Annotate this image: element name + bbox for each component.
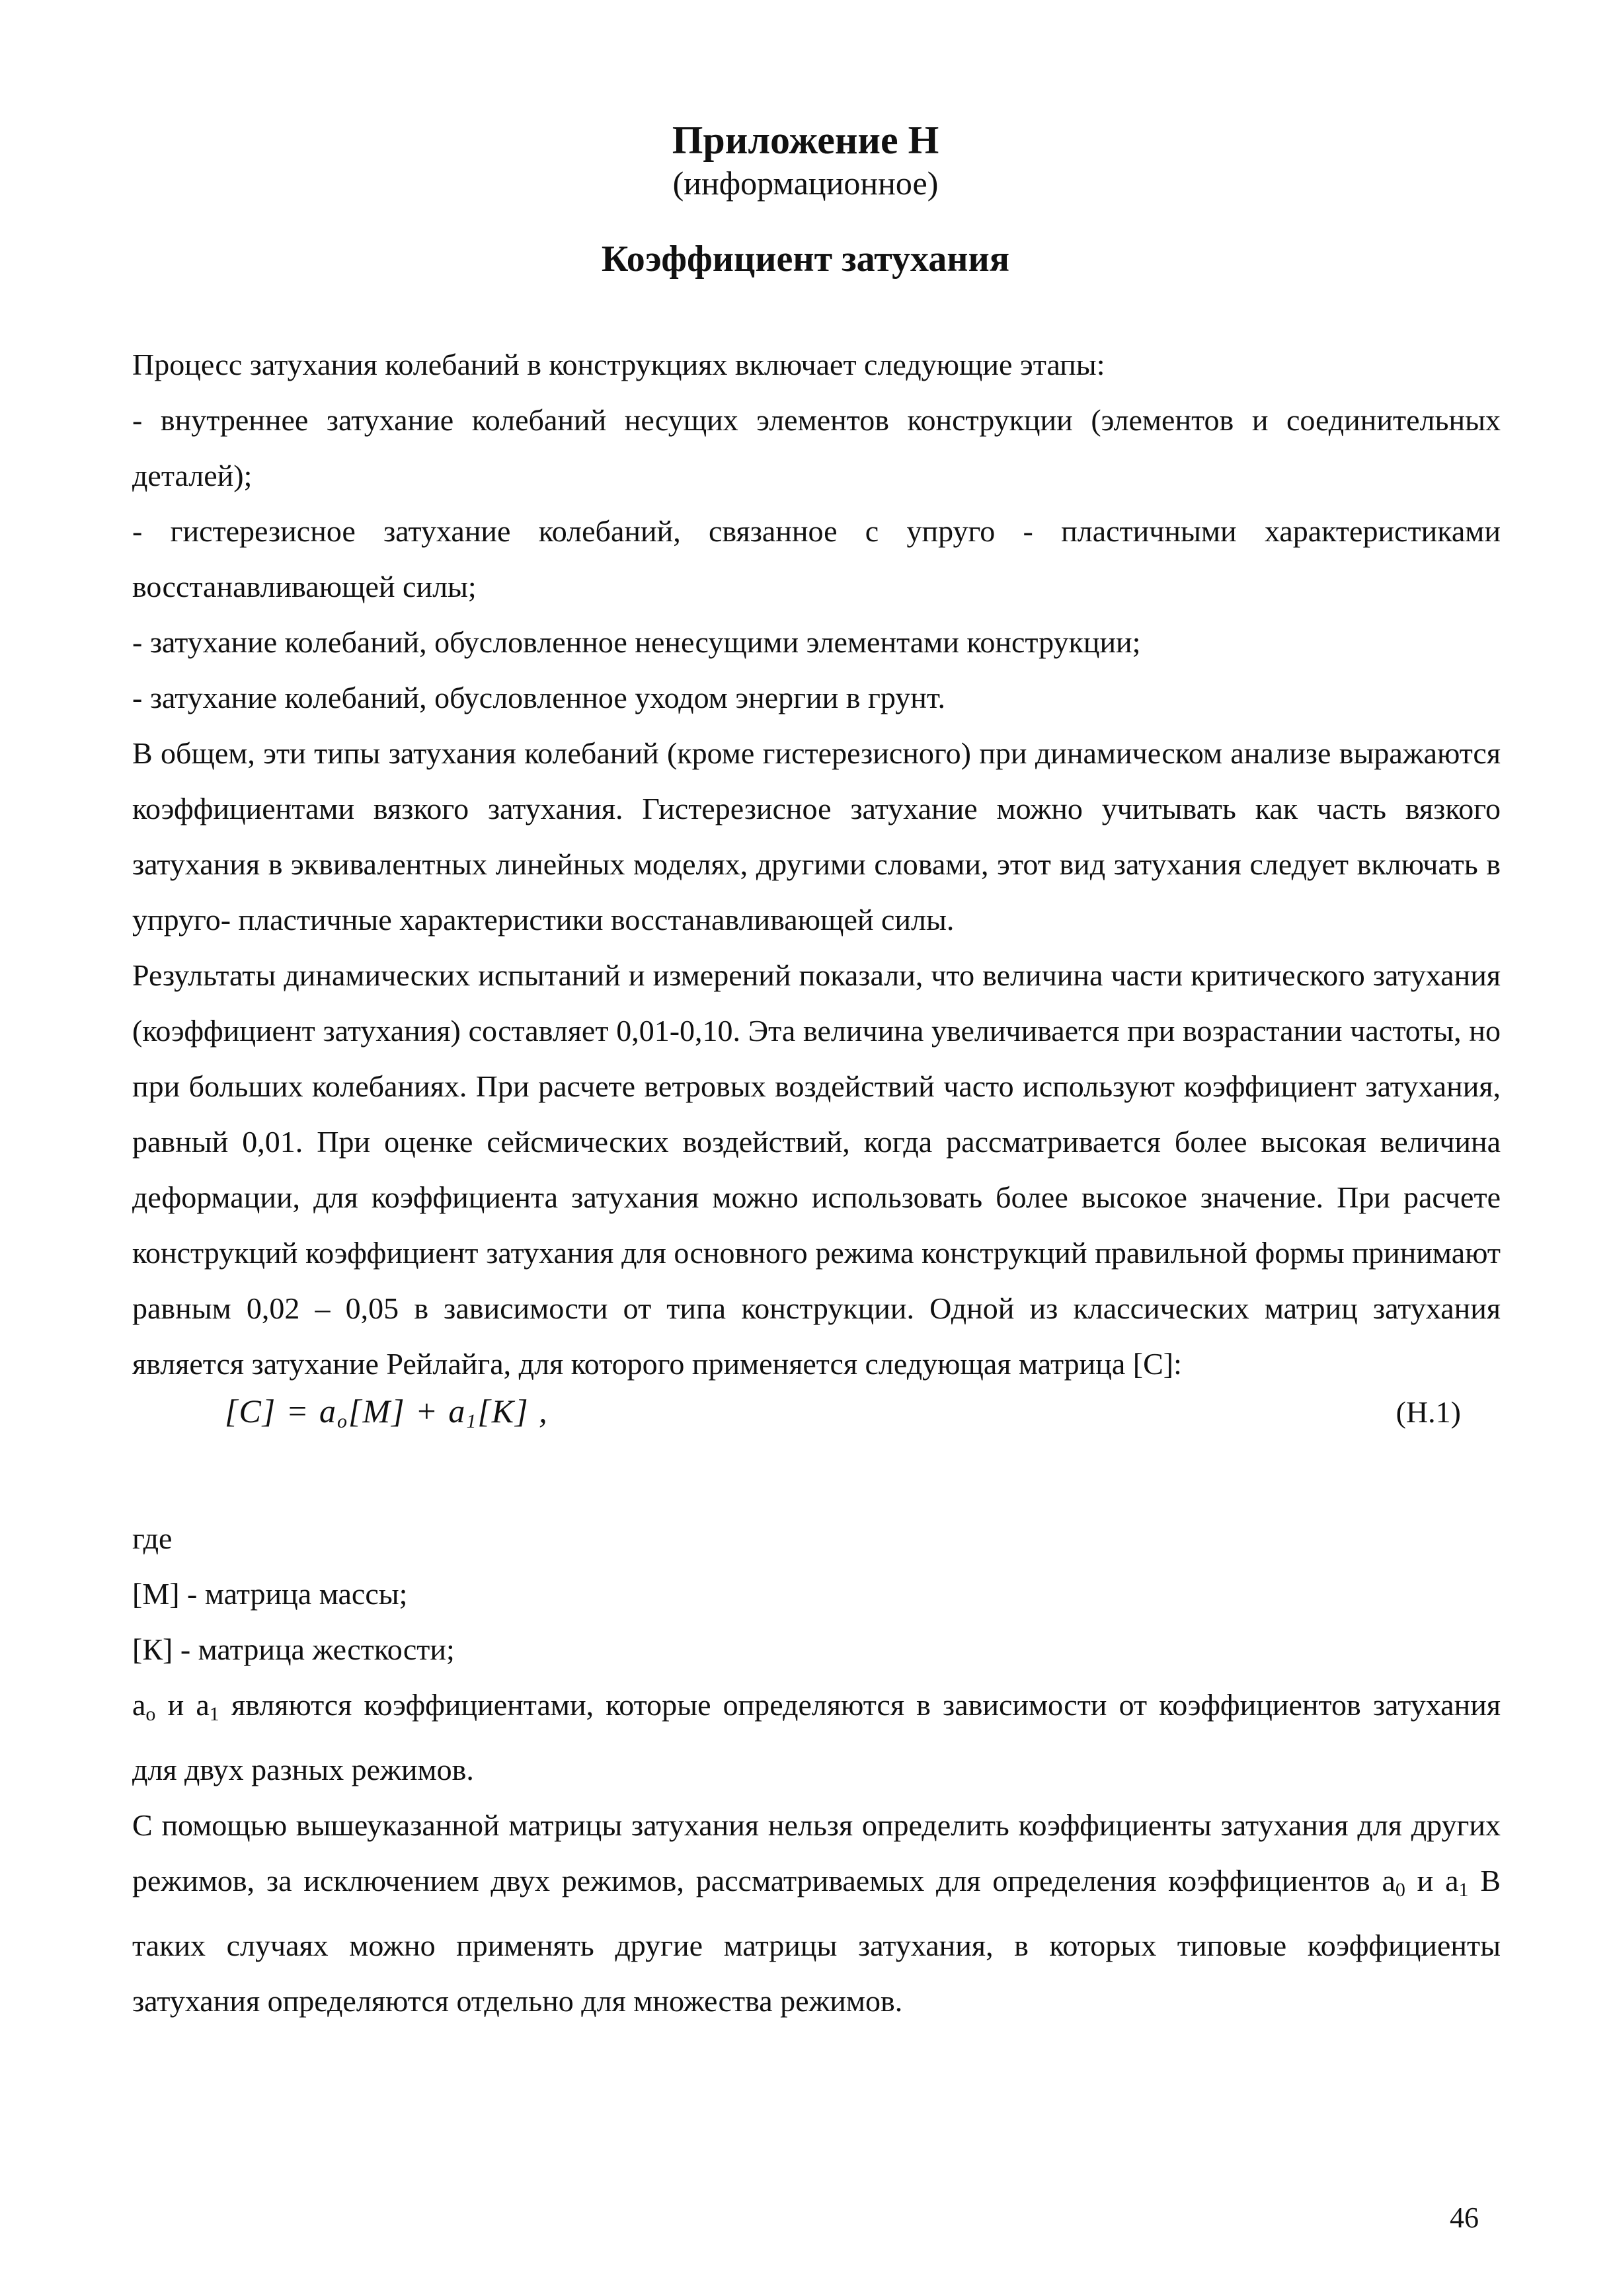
- formula-h1: [132, 1392, 1501, 1458]
- closing-a0: a: [1382, 1864, 1395, 1897]
- document-body: [132, 337, 1501, 2029]
- list-item-nonbearing: - затухание колебаний, обусловленное ненесущими элементами конструкции;: [132, 625, 1141, 659]
- mass-matrix-definition: [М] - матрица массы;: [132, 1577, 408, 1611]
- intro-paragraph: Процесс затухания колебаний в конструкциях включает следующие этапы:: [132, 348, 1105, 381]
- list-item-ground: - затухание колебаний, обусловленное уходом энергии в грунт.: [132, 681, 946, 714]
- formula-lhs: [C]: [225, 1393, 277, 1430]
- stiffness-matrix-definition: [К] - матрица жесткости;: [132, 1632, 455, 1666]
- coefficients-definition: [132, 1677, 1501, 1798]
- appendix-title: Приложение Н: [672, 118, 939, 162]
- closing-text-start: С помощью вышеуказанной матрицы затухания нельзя определить коэффициенты затухания для других режимов, за исключением двух режимов, рассматриваемых для определения коэффициентов: [132, 1808, 1501, 1897]
- formula-stiffness-matrix: [K]: [477, 1393, 530, 1430]
- list-item-hysteresis: - гистерезисное затухание колебаний, связанное с упруго - пластичными характеристиками восстанавливающей силы;: [132, 514, 1501, 603]
- formula-plus: +: [415, 1393, 439, 1430]
- closing-a1-sub: 1: [1458, 1879, 1469, 1901]
- formula-number: (Н.1): [1395, 1395, 1461, 1429]
- closing-a0-sub: 0: [1395, 1879, 1405, 1901]
- formula-a0: a: [319, 1393, 338, 1430]
- spacer: [132, 1458, 1501, 1511]
- appendix-status: (информационное): [672, 165, 939, 202]
- paragraph-results: Результаты динамических испытаний и измерений показали, что величина части критического затухания (коэффициент затухания) составляет 0,01-0,10. Эта величина увеличивается при возрастании частоты, но при больших колебаниях. При расчете ветровых воздействий часто используют коэффициент затухания, равный 0,01. При оценке сейсмических воздействий, когда рассматривается более высокая величина деформации, для коэффициента затухания можно использовать более высокое значение. При расчете конструкций коэффициент затухания для основного режима конструкций правильной формы принимают равным 0,02 – 0,05 в зависимости от типа конструкции. Одной из классических матриц затухания является затухание Рейлайга, для которого применяется следующая матрица [С]:: [132, 958, 1501, 1381]
- formula-a1: a: [448, 1393, 467, 1430]
- coef-and: и: [155, 1688, 196, 1722]
- page-number: 46: [1450, 2201, 1479, 2234]
- list-item-internal: - внутреннее затухание колебаний несущих элементов конструкции (элементов и соединительных деталей);: [132, 403, 1501, 492]
- where-label: где: [132, 1521, 173, 1555]
- formula-mass-matrix: [M]: [348, 1393, 406, 1430]
- formula-equals: =: [286, 1393, 310, 1430]
- closing-a1: a: [1445, 1864, 1459, 1897]
- coef-a1-sub: 1: [209, 1703, 219, 1725]
- closing-paragraph: [132, 1798, 1501, 2029]
- paragraph-general: В общем, эти типы затухания колебаний (кроме гистерезисного) при динамическом анализе выражаются коэффициентами вязкого затухания. Гистерезисное затухание можно учитывать как часть вязкого затухания в эквивалентных линейных моделях, другими словами, этот вид затухания следует включать в упруго- пластичные характеристики восстанавливающей силы.: [132, 736, 1501, 937]
- coef-definition-text: являются коэффициентами, которые определяются в зависимости от коэффициентов затухания для двух разных режимов.: [132, 1688, 1501, 1786]
- closing-text-end: В таких случаях можно применять другие матрицы затухания, в которых типовые коэффициенты затухания определяются отдельно для множества режимов.: [132, 1864, 1501, 2018]
- formula-a0-sub: o: [337, 1410, 349, 1432]
- coef-a1: a: [196, 1688, 210, 1722]
- formula-expression: [225, 1392, 549, 1433]
- section-heading: Коэффициент затухания: [601, 239, 1010, 280]
- coef-a0-sub: o: [145, 1703, 156, 1725]
- formula-a1-sub: 1: [466, 1410, 478, 1432]
- coef-a0: a: [132, 1688, 146, 1722]
- formula-comma: ,: [539, 1393, 549, 1430]
- closing-and: и: [1405, 1864, 1446, 1897]
